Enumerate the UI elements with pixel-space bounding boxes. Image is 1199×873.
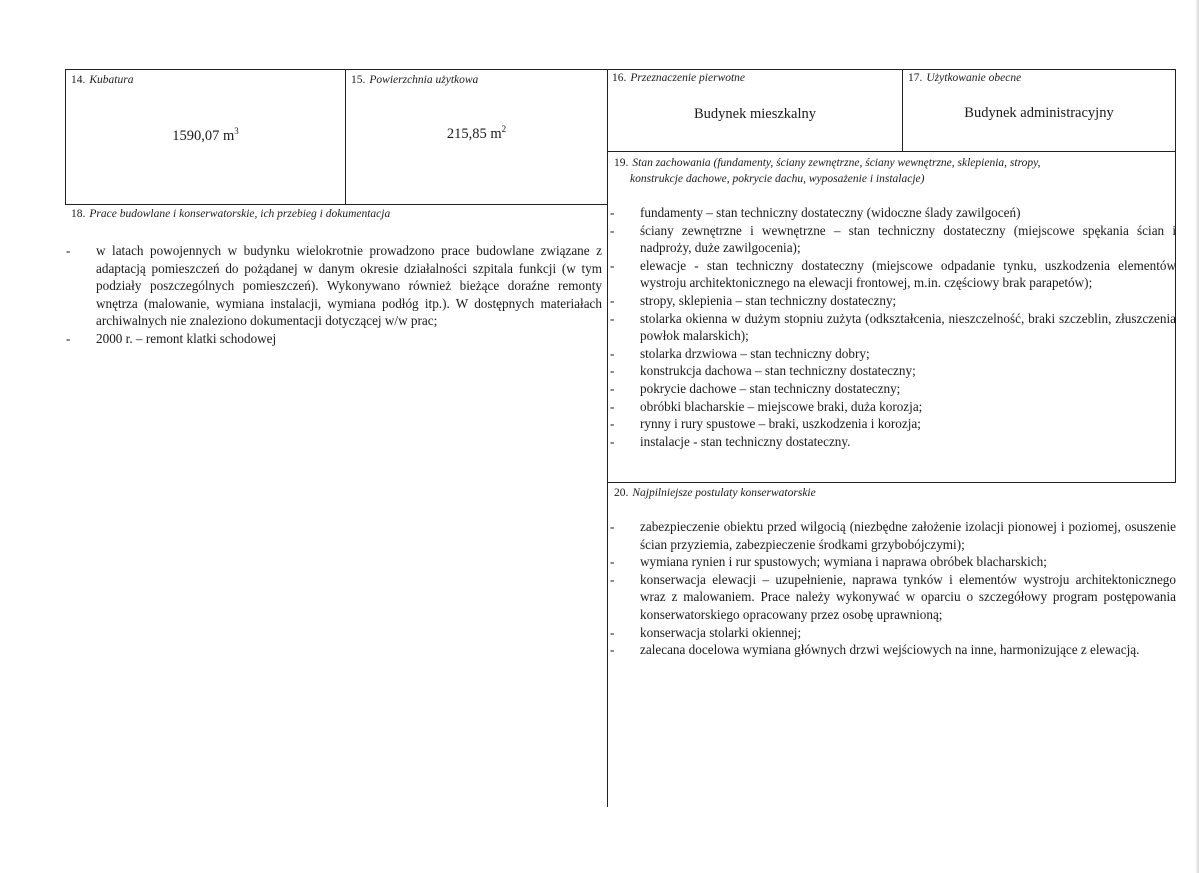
list-item: - zalecana docelowa wymiana głównych drzwi wejściowych na inne, harmonizujące z elewacją. (610, 641, 1176, 659)
kubatura-value: 1590,07 m (172, 127, 235, 144)
field-16-number: 16. (612, 72, 627, 84)
field-14-number: 14. (71, 74, 86, 86)
field-15-number: 15. (351, 74, 366, 86)
list-item: - zabezpieczenie obiektu przed wilgocią (niezbędne założenie izolacji pionowej i poziomej, osuszenie ścian przyziemia, zabezpieczenie środkami grzybobójczymi); (610, 518, 1176, 553)
field-14-value (66, 126, 345, 145)
field-19-title-line1: Stan zachowania (fundamenty, ściany zewnętrzne, ściany wewnętrzne, sklepienia, stropy, (632, 157, 1041, 169)
divider-14-18 (65, 204, 607, 205)
field-17-label (908, 72, 1021, 84)
field-19-list (610, 204, 1176, 450)
center-divider (607, 69, 608, 807)
list-item: - obróbki blacharskie – miejscowe braki, duża korozja; (610, 398, 1176, 416)
powierzchnia-value: 215,85 m (446, 125, 502, 142)
list-item: - w latach powojennych w budynku wielokrotnie prowadzono prace budowlane związane z adaptacją pomieszczeń do pożądanej w danym okresie działalności szpitala funkcji (w tym podziały poszczególnych pomieszczeń). Wykonywano również bieżące doraźne remonty wnętrza (malowanie, wymiana instalacji, wymiana podłóg itp.). W dostępnych materiałach archiwalnych nie znaleziono dokumentacji dotyczącej w/w prac; (66, 242, 602, 330)
list-item: - elewacje - stan techniczny dostateczny (miejscowe odpadanie tynku, uszkodzenia elementów wystroju architektonicznego na elewacji frontowej, m.in. częściowy brak parapetów); (610, 257, 1176, 292)
field-18-label (71, 208, 390, 220)
field-20-label (614, 487, 816, 499)
field-20-number: 20. (614, 487, 629, 499)
list-item: - pokrycie dachowe – stan techniczny dostateczny; (610, 380, 1176, 398)
field-16-value: Budynek mieszkalny (693, 106, 817, 122)
field-20-list (610, 518, 1176, 659)
list-item: - konserwacja stolarki okiennej; (610, 624, 1176, 642)
field-15-value (346, 124, 607, 143)
field-20-title: Najpilniejsze postulaty konserwatorskie (632, 487, 816, 499)
divider-16-19 (607, 151, 1175, 152)
list-item: - rynny i rury spustowe – braki, uszkodzenia i korozja; (610, 415, 1176, 433)
field-16-label (612, 72, 745, 84)
field-19-number: 19. (614, 157, 629, 169)
field-17-value: Budynek administracyjny (964, 105, 1114, 121)
list-item: - fundamenty – stan techniczny dostateczny (widoczne ślady zawilgoceń) (610, 204, 1176, 222)
field-19-title-line2: konstrukcje dachowe, pokrycie dachu, wyposażenie i instalacje) (630, 173, 925, 185)
scan-edge-shadow (1195, 0, 1199, 873)
kubatura-unit-exponent: 3 (234, 126, 239, 136)
field-18-number: 18. (71, 208, 86, 220)
field-14-title: Kubatura (89, 74, 134, 86)
field-16-title: Przeznaczenie pierwotne (630, 72, 746, 84)
field-17-number: 17. (908, 72, 923, 84)
field-15-label (351, 74, 478, 86)
list-item: - stolarka drzwiowa – stan techniczny dobry; (610, 345, 1176, 363)
list-item: - ściany zewnętrzne i wewnętrzne – stan techniczny dostateczny (miejscowe spękania ścian i nadproży, duże zawilgocenia); (610, 222, 1176, 257)
list-item: - instalacje - stan techniczny dostateczny. (610, 433, 1176, 451)
field-18-title: Prace budowlane i konserwatorskie, ich przebieg i dokumentacja (89, 208, 391, 220)
list-item: - 2000 r. – remont klatki schodowej (66, 330, 602, 348)
list-item: - konserwacja elewacji – uzupełnienie, naprawa tynków i elementów wystroju architektonicznego wraz z malowaniem. Prace należy wykonywać w oparciu o szczegółowy program postępowania konserwatorskiego opracowany przez osobę uprawnioną; (610, 571, 1176, 624)
powierzchnia-unit-exponent: 2 (501, 124, 507, 134)
field-18-list (66, 242, 602, 348)
list-item: - stolarka okienna w dużym stopniu zużyta (odkształcenia, nieszczelność, braki szczeblin, złuszczenia powłok malarskich); (610, 310, 1176, 345)
list-item: - konstrukcja dachowa – stan techniczny dostateczny; (610, 362, 1176, 380)
field-15-title: Powierzchnia użytkowa (369, 74, 479, 86)
field-19-label (614, 155, 1040, 187)
field-17-title: Użytkowanie obecne (926, 72, 1022, 84)
divider-19-20 (607, 482, 1175, 483)
field-14-label (71, 74, 133, 86)
list-item: - stropy, sklepienia – stan techniczny dostateczny; (610, 292, 1176, 310)
list-item: - wymiana rynien i rur spustowych; wymiana i naprawa obróbek blacharskich; (610, 553, 1176, 571)
top-border (65, 69, 1175, 70)
